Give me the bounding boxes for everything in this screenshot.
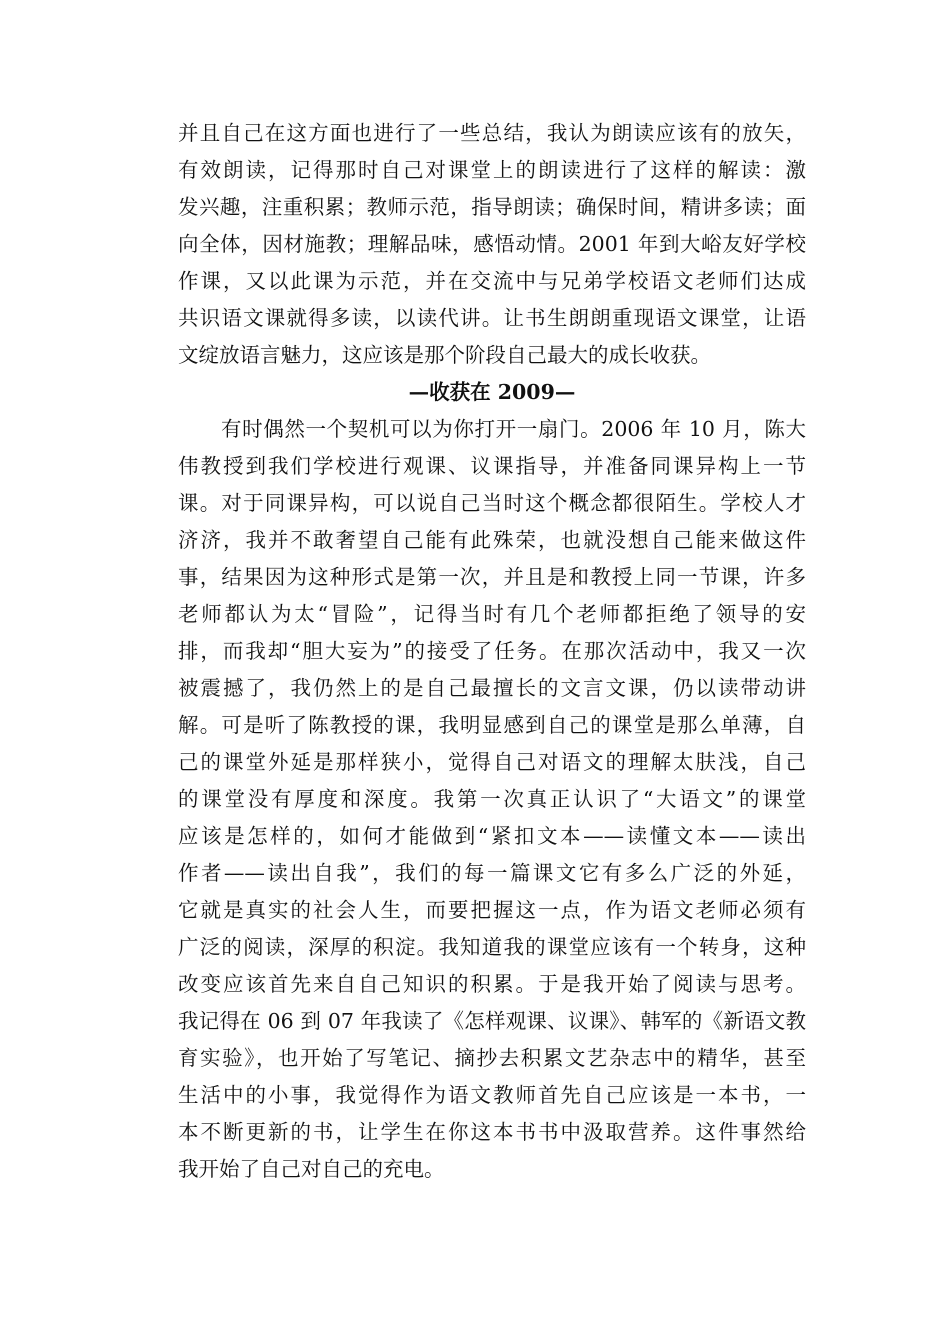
- paragraph-line: 我记得在 06 到 07 年我读了《怎样观课、议课》、韩军的《新语文教: [178, 1009, 806, 1033]
- paragraph-line: 作课，又以此课为示范，并在交流中与兄弟学校语文老师们达成: [178, 269, 806, 293]
- paragraph-line: 事，结果因为这种形式是第一次，并且是和教授上同一节课，许多: [178, 565, 806, 589]
- paragraph-line: 本不断更新的书，让学生在你这本书书中汲取营养。这件事然给: [178, 1120, 806, 1144]
- paragraph-line: 广泛的阅读，深厚的积淀。我知道我的课堂应该有一个转身，这种: [178, 935, 806, 959]
- paragraph-line: 济济，我并不敢奢望自己能有此殊荣，也就没想自己能来做这件: [178, 528, 806, 552]
- paragraph-line: 解。可是听了陈教授的课，我明显感到自己的课堂是那么单薄，自: [178, 713, 806, 737]
- paragraph-line: 课。对于同课异构，可以说自己当时这个概念都很陌生。学校人才: [178, 491, 806, 515]
- paragraph-line: 伟教授到我们学校进行观课、议课指导，并准备同课异构上一节: [178, 454, 806, 478]
- paragraph-line: 的课堂没有厚度和深度。我第一次真正认识了“大语文”的课堂: [178, 787, 806, 811]
- paragraph-line: 排，而我却“胆大妄为”的接受了任务。在那次活动中，我又一次: [178, 639, 806, 663]
- paragraph-line: 生活中的小事，我觉得作为语文教师首先自己应该是一本书，一: [178, 1083, 806, 1107]
- paragraph-line: 并且自己在这方面也进行了一些总结，我认为朗读应该有的放矢，: [178, 121, 806, 145]
- paragraph-line: 被震撼了，我仍然上的是自己最擅长的文言文课，仍以读带动讲: [178, 676, 806, 700]
- paragraph-line: 有时偶然一个契机可以为你打开一扇门。2006 年 10 月，陈大: [221, 417, 806, 441]
- paragraph-line: 发兴趣，注重积累；教师示范，指导朗读；确保时间，精讲多读；面: [178, 195, 806, 219]
- paragraph-line: 向全体，因材施教；理解品味，感悟动情。2001 年到大峪友好学校: [178, 232, 806, 256]
- paragraph-line: 改变应该首先来自自己知识的积累。于是我开始了阅读与思考。: [178, 972, 806, 996]
- paragraph-line: 我开始了自己对自己的充电。: [178, 1157, 445, 1181]
- paragraph-line: 文绽放语言魅力，这应该是那个阶段自己最大的成长收获。: [178, 343, 711, 367]
- paragraph-line: 有效朗读，记得那时自己对课堂上的朗读进行了这样的解读：激: [178, 158, 806, 182]
- section-heading: —收获在 2009—: [408, 380, 576, 404]
- paragraph-line: 应该是怎样的，如何才能做到“紧扣文本——读懂文本——读出: [178, 824, 806, 848]
- paragraph-line: 作者——读出自我”，我们的每一篇课文它有多么广泛的外延，: [178, 861, 806, 885]
- paragraph-line: 老师都认为太“冒险”，记得当时有几个老师都拒绝了领导的安: [178, 602, 806, 626]
- paragraph-line: 它就是真实的社会人生，而要把握这一点，作为语文老师必须有: [178, 898, 806, 922]
- paragraph-line: 共识语文课就得多读，以读代讲。让书生朗朗重现语文课堂，让语: [178, 306, 806, 330]
- paragraph-line: 己的课堂外延是那样狭小，觉得自己对语文的理解太肤浅，自己: [178, 750, 806, 774]
- paragraph-line: 育实验》，也开始了写笔记、摘抄去积累文艺杂志中的精华，甚至: [178, 1046, 806, 1070]
